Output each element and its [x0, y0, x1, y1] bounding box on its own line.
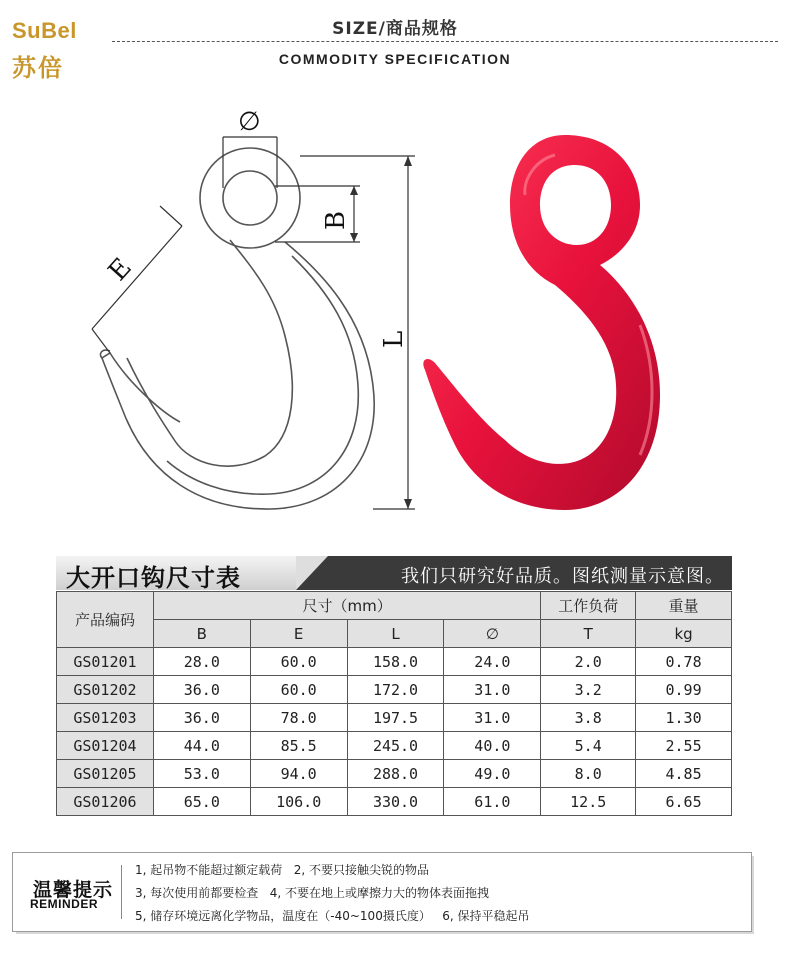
cell-weight: 0.78 — [636, 648, 732, 676]
table-row — [57, 648, 732, 676]
header-weight: 重量 — [636, 592, 732, 620]
cell-e: 106.0 — [250, 788, 347, 816]
cell-e: 78.0 — [250, 704, 347, 732]
cell-load: 3.8 — [541, 704, 636, 732]
cell-code: GS01206 — [57, 788, 154, 816]
cell-l: 197.5 — [347, 704, 444, 732]
banner-title: 大开口钩尺寸表 — [66, 564, 241, 592]
cell-b: 36.0 — [153, 676, 250, 704]
cell-e: 60.0 — [250, 648, 347, 676]
table-row — [57, 788, 732, 816]
hook-dimension-drawing — [70, 96, 420, 516]
reminder-line: 1, 起吊物不能超过额定载荷 2, 不要只接触尖锐的物品 — [135, 863, 429, 877]
table-header-row — [57, 592, 732, 620]
table-row — [57, 704, 732, 732]
dashed-divider — [112, 41, 778, 42]
cell-code: GS01203 — [57, 704, 154, 732]
cell-load: 12.5 — [541, 788, 636, 816]
reminder-line: 3, 每次使用前都要检查 4, 不要在地上或摩擦力大的物体表面拖拽 — [135, 886, 489, 900]
hook-product-image — [415, 125, 685, 525]
cell-code: GS01202 — [57, 676, 154, 704]
subheader-diameter: ∅ — [444, 620, 541, 648]
diameter-label: ∅ — [238, 107, 261, 137]
cell-l: 330.0 — [347, 788, 444, 816]
cell-code: GS01201 — [57, 648, 154, 676]
table-subheader-row — [57, 620, 732, 648]
cell-load: 3.2 — [541, 676, 636, 704]
cell-code: GS01205 — [57, 760, 154, 788]
cell-diameter: 49.0 — [444, 760, 541, 788]
cell-b: 65.0 — [153, 788, 250, 816]
cell-b: 44.0 — [153, 732, 250, 760]
cell-load: 2.0 — [541, 648, 636, 676]
cell-b: 28.0 — [153, 648, 250, 676]
subheader-b: B — [153, 620, 250, 648]
dimension-l-label: L — [379, 330, 409, 348]
hook-body — [423, 135, 660, 510]
header-product-code: 产品编码 — [57, 592, 154, 648]
cell-diameter: 40.0 — [444, 732, 541, 760]
page-title: SIZE/商品规格 — [332, 19, 458, 39]
subheader-t: T — [541, 620, 636, 648]
cell-weight: 4.85 — [636, 760, 732, 788]
cell-e: 94.0 — [250, 760, 347, 788]
subheader-kg: kg — [636, 620, 732, 648]
cell-diameter: 31.0 — [444, 704, 541, 732]
header-size: 尺寸（mm） — [153, 592, 540, 620]
table-row — [57, 732, 732, 760]
hook-outer-contour — [102, 242, 374, 509]
table-banner — [56, 556, 732, 590]
cell-l: 172.0 — [347, 676, 444, 704]
reminder-line: 5, 储存环境远离化学物品，温度在（-40~100摄氏度） 6, 保持平稳起吊 — [135, 909, 530, 923]
cell-diameter: 61.0 — [444, 788, 541, 816]
table-row — [57, 760, 732, 788]
cell-load: 8.0 — [541, 760, 636, 788]
cell-e: 85.5 — [250, 732, 347, 760]
reminder-box — [12, 852, 752, 932]
cell-diameter: 31.0 — [444, 676, 541, 704]
cell-l: 288.0 — [347, 760, 444, 788]
eye-outer — [200, 148, 300, 248]
reminder-title-cn: 温馨提示 — [33, 879, 114, 901]
reminder-title-en: REMINDER — [30, 897, 99, 911]
banner-note: 我们只研究好品质。图纸测量示意图。 — [401, 566, 724, 587]
cell-weight: 2.55 — [636, 732, 732, 760]
cell-weight: 1.30 — [636, 704, 732, 732]
reminder-divider — [121, 865, 122, 919]
table-row — [57, 676, 732, 704]
dimension-e-label: E — [102, 252, 138, 287]
spec-table — [56, 591, 732, 816]
subheader-l: L — [347, 620, 444, 648]
dimension-b-label: B — [321, 210, 351, 230]
brand-name-en: SuBel — [12, 18, 77, 43]
eye-inner — [223, 171, 277, 225]
cell-diameter: 24.0 — [444, 648, 541, 676]
cell-l: 245.0 — [347, 732, 444, 760]
cell-weight: 6.65 — [636, 788, 732, 816]
page-subtitle: COMMODITY SPECIFICATION — [278, 51, 512, 67]
cell-b: 36.0 — [153, 704, 250, 732]
subheader-e: E — [250, 620, 347, 648]
cell-b: 53.0 — [153, 760, 250, 788]
cell-load: 5.4 — [541, 732, 636, 760]
hook-inner-contour — [127, 240, 292, 466]
cell-code: GS01204 — [57, 732, 154, 760]
cell-weight: 0.99 — [636, 676, 732, 704]
brand-name-cn: 苏倍 — [12, 54, 64, 82]
cell-l: 158.0 — [347, 648, 444, 676]
header-working-load: 工作负荷 — [541, 592, 636, 620]
cell-e: 60.0 — [250, 676, 347, 704]
